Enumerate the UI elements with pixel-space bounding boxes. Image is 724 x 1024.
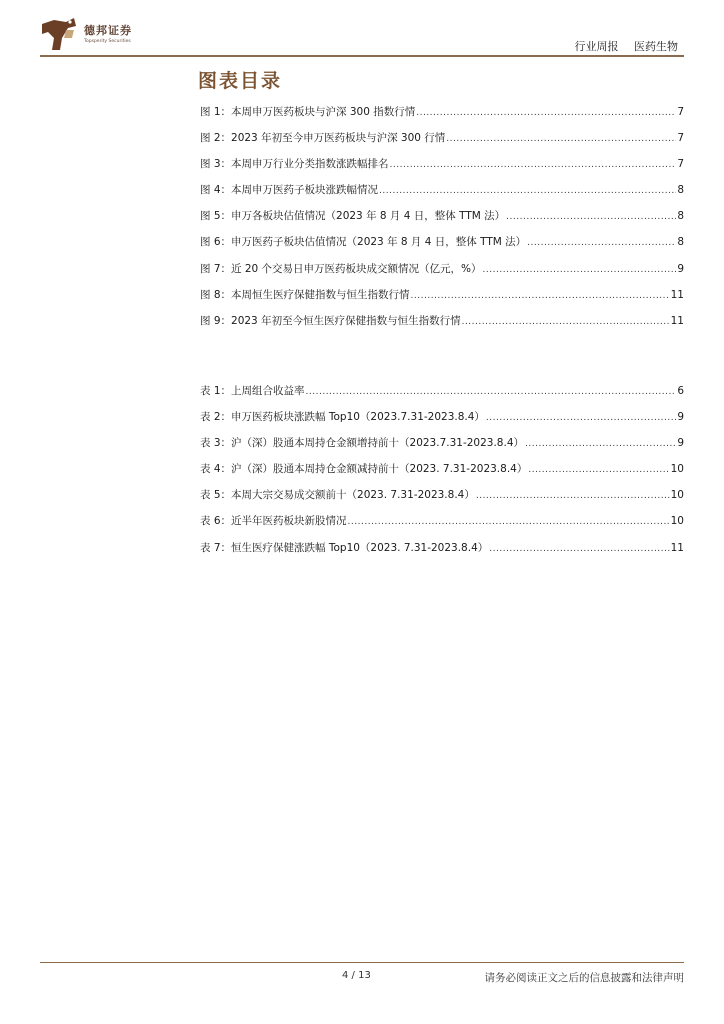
toc-entry-figure-1[interactable] — [200, 104, 684, 130]
toc-entry-page: 6 — [677, 385, 684, 397]
dot-leader — [306, 387, 677, 397]
toc-entry-table-5[interactable] — [200, 487, 684, 513]
toc-entry-table-7[interactable] — [200, 540, 684, 566]
toc-entry-page: 8 — [677, 236, 684, 249]
toc-entry-label: 表 7：恒生医疗保健涨跌幅 Top10（2023. 7.31-2023.8.4） — [200, 541, 489, 554]
dot-leader — [527, 238, 676, 248]
report-type: 行业周报 — [574, 40, 619, 53]
dot-leader — [483, 265, 677, 275]
toc-entry-page: 8 — [677, 210, 684, 223]
company-logo — [40, 16, 132, 52]
logo-mark-icon — [40, 16, 80, 52]
toc-entry-page: 11 — [670, 314, 684, 327]
dot-leader — [348, 517, 670, 527]
toc-entry-label: 图 7：近 20 个交易日申万医药板块成交额情况（亿元，%） — [200, 262, 482, 275]
toc-entry-figure-6[interactable] — [200, 234, 684, 260]
report-sector: 医药生物 — [634, 40, 678, 53]
toc-entry-figure-5[interactable] — [200, 208, 684, 234]
dot-leader — [489, 544, 669, 554]
toc-entry-label: 图 1：本周申万医药板块与沪深 300 指数行情 — [200, 106, 416, 118]
toc-entry-label: 表 4：沪（深）股通本周持仓金额减持前十（2023. 7.31-2023.8.4） — [200, 463, 528, 476]
dot-leader — [525, 439, 676, 449]
toc-entry-page: 7 — [677, 158, 684, 171]
dot-leader — [476, 491, 670, 501]
page-number: 4 / 13 — [342, 970, 371, 981]
toc-entry-figure-2[interactable] — [200, 130, 684, 156]
toc-entry-page: 10 — [670, 463, 684, 476]
report-category — [563, 38, 679, 54]
toc-entry-table-3[interactable] — [200, 435, 684, 461]
figure-list — [200, 104, 684, 339]
legal-disclaimer: 请务必阅读正文之后的信息披露和法律声明 — [484, 972, 684, 984]
footer-divider — [40, 962, 684, 963]
toc-title: 图表目录 — [198, 70, 283, 92]
toc-entry-figure-4[interactable] — [200, 182, 684, 208]
table-list — [200, 383, 684, 566]
toc-entry-label: 图 9：2023 年初至今恒生医疗保健指数与恒生指数行情 — [200, 314, 461, 327]
toc-entry-label: 表 3：沪（深）股通本周持仓金额增持前十（2023.7.31-2023.8.4） — [200, 437, 525, 450]
toc-entry-page: 7 — [677, 132, 684, 145]
toc-entry-page: 8 — [677, 184, 684, 197]
toc-entry-figure-3[interactable] — [200, 156, 684, 182]
dot-leader — [411, 291, 670, 301]
toc-entry-page: 11 — [670, 541, 684, 554]
toc-entry-label: 表 5：本周大宗交易成交额前十（2023. 7.31-2023.8.4） — [200, 489, 475, 502]
toc-entry-table-2[interactable] — [200, 409, 684, 435]
toc-entry-label: 图 2：2023 年初至今申万医药板块与沪深 300 行情 — [200, 132, 446, 145]
toc-entry-label: 图 3：本周申万行业分类指数涨跌幅排名 — [200, 158, 389, 171]
toc-entry-page: 10 — [670, 489, 684, 502]
header-divider — [40, 55, 684, 57]
toc-entry-page: 11 — [670, 288, 684, 301]
toc-entry-table-1[interactable] — [200, 383, 684, 409]
page-header — [40, 12, 684, 60]
toc-entry-table-6[interactable] — [200, 513, 684, 539]
dot-leader — [486, 413, 676, 423]
toc-entry-page: 10 — [670, 515, 684, 528]
dot-leader — [390, 160, 677, 170]
dot-leader — [416, 108, 676, 118]
dot-leader — [379, 186, 676, 196]
logo-name-cn: 德邦证券 — [84, 23, 132, 37]
toc-entry-label: 表 6：近半年医药板块新股情况 — [200, 515, 347, 528]
toc-entry-figure-9[interactable] — [200, 313, 684, 339]
toc-entry-figure-7[interactable] — [200, 261, 684, 287]
toc-entry-page: 7 — [677, 106, 684, 118]
toc-entry-page: 9 — [677, 437, 684, 450]
toc-entry-label: 图 6：申万医药子板块估值情况（2023 年 8 月 4 日，整体 TTM 法） — [200, 236, 527, 249]
toc-entry-page: 9 — [677, 262, 684, 275]
toc-entry-page: 9 — [677, 411, 684, 424]
logo-name-en: Topsperity Securities — [84, 38, 131, 44]
toc-entry-figure-8[interactable] — [200, 287, 684, 313]
dot-leader — [462, 317, 670, 327]
toc-entry-label: 表 2：申万医药板块涨跌幅 Top10（2023.7.31-2023.8.4） — [200, 411, 485, 424]
toc-entry-table-4[interactable] — [200, 461, 684, 487]
dot-leader — [446, 134, 676, 144]
toc-entry-label: 图 4：本周申万医药子板块涨跌幅情况 — [200, 184, 379, 197]
toc-entry-label: 图 5：申万各板块估值情况（2023 年 8 月 4 日，整体 TTM 法） — [200, 210, 506, 223]
dot-leader — [528, 465, 669, 475]
dot-leader — [506, 212, 676, 222]
toc-entry-label: 图 8：本周恒生医疗保健指数与恒生指数行情 — [200, 288, 410, 301]
toc-entry-label: 表 1：上周组合收益率 — [200, 385, 305, 397]
